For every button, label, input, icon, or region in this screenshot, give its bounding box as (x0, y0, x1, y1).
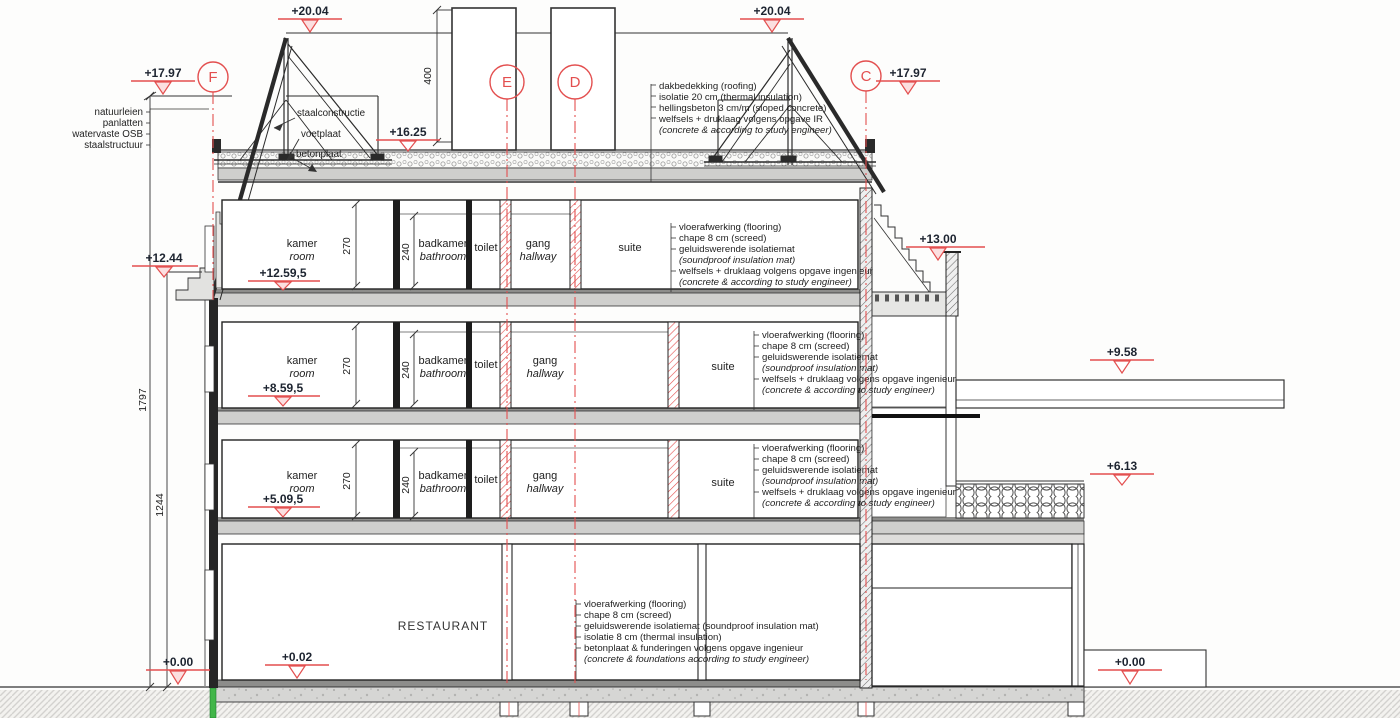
footing (694, 702, 710, 716)
elev-floor1: +5.09,5 (262, 492, 304, 506)
label-gang-2: gang (532, 355, 558, 367)
svg-text:geluidswerende isolatiemat: geluidswerende isolatiemat (762, 352, 878, 363)
svg-text:bathroom: bathroom (419, 251, 467, 263)
svg-text:(soundproof insulation mat): (soundproof insulation mat) (762, 363, 879, 374)
svg-text:dakbedekking (roofing): dakbedekking (roofing) (659, 81, 757, 92)
svg-text:isolatie 20 cm (thermal insula: isolatie 20 cm (thermal insulation) (659, 92, 802, 103)
svg-text:vloerafwerking (flooring): vloerafwerking (flooring) (762, 443, 865, 454)
svg-text:chape 8 cm (screed): chape 8 cm (screed) (584, 610, 672, 621)
elev-roof-deck: +16.25 (389, 125, 427, 139)
svg-text:geluidswerende isolatiemat: geluidswerende isolatiemat (679, 244, 795, 255)
svg-text:vloerafwerking (flooring): vloerafwerking (flooring) (762, 330, 865, 341)
elev-terrace-high: +13.00 (919, 232, 957, 246)
label-staalconstructie: staalconstructie (297, 108, 366, 119)
elev-screen-top-left: +20.04 (291, 4, 329, 18)
elev-canopy: +9.58 (1106, 345, 1138, 359)
svg-text:geluidswerende isolatiemat (so: geluidswerende isolatiemat (soundproof insulation mat) (584, 621, 819, 632)
label-kamer-3: kamer (286, 238, 318, 250)
footing (1068, 702, 1084, 716)
svg-text:(concrete & according to study: (concrete & according to study engineer) (762, 385, 935, 396)
label-kamer-1: kamer (286, 470, 318, 482)
svg-text:270: 270 (341, 237, 353, 255)
label-natuurleien: natuurleien (94, 107, 143, 118)
svg-text:(concrete & foundations accord: (concrete & foundations according to study engineer) (584, 654, 810, 665)
svg-text:chape 8 cm (screed): chape 8 cm (screed) (679, 233, 767, 244)
svg-text:geluidswerende isolatiemat: geluidswerende isolatiemat (762, 465, 878, 476)
label-toilet-1: toilet (474, 474, 498, 486)
svg-text:room: room (289, 368, 315, 380)
label-gang-1: gang (532, 470, 558, 482)
terrace-parapet (946, 252, 958, 316)
svg-text:bathroom: bathroom (419, 483, 467, 495)
svg-text:240: 240 (400, 361, 412, 379)
elev-gable-step: +12.44 (145, 251, 183, 265)
right-facade-strip (946, 316, 956, 486)
svg-text:240: 240 (400, 476, 412, 494)
elev-terrace-low: +6.13 (1106, 459, 1138, 473)
dim-facade-height: 1244 (154, 493, 166, 517)
elev-screen-top-right: +20.04 (753, 4, 791, 18)
svg-text:welfsels + druklaag volgens op: welfsels + druklaag volgens opgave ingenieur (762, 487, 956, 498)
label-suite-3: suite (618, 242, 642, 254)
elev-screen-base-left: +17.97 (144, 66, 182, 80)
label-kamer-2: kamer (286, 355, 318, 367)
label-suite-2: suite (711, 361, 735, 373)
label-suite-1: suite (711, 477, 735, 489)
svg-text:chape 8 cm (screed): chape 8 cm (screed) (762, 454, 850, 465)
elev-ground-left: +0.00 (162, 655, 194, 669)
svg-text:welfsels + druklaag volgens op: welfsels + druklaag volgens opgave IR (659, 114, 823, 125)
svg-text:hallway: hallway (526, 483, 564, 495)
svg-text:(concrete & according to study: (concrete & according to study engineer) (762, 498, 935, 509)
svg-text:vloerafwerking (flooring): vloerafwerking (flooring) (679, 222, 782, 233)
svg-text:240: 240 (400, 243, 412, 261)
svg-text:betonplaat & funderingen volge: betonplaat & funderingen volgens opgave ingenieur (584, 643, 804, 654)
elev-screen-base-right: +17.97 (889, 66, 927, 80)
label-badkamer-3: badkamer (418, 238, 468, 250)
right-terrace-high (872, 205, 961, 316)
stair-right (874, 205, 930, 292)
svg-text:chape 8 cm (screed): chape 8 cm (screed) (762, 341, 850, 352)
svg-text:270: 270 (341, 357, 353, 375)
svg-text:room: room (289, 483, 315, 495)
membrane-strip (210, 688, 216, 718)
grid-bubble-D: D (569, 74, 581, 91)
elev-floor2: +8.59,5 (262, 381, 304, 395)
svg-text:isolatie 8 cm (thermal insulat: isolatie 8 cm (thermal insulation) (584, 632, 722, 643)
label-toilet-3: toilet (474, 242, 498, 254)
svg-text:welfsels + druklaag volgens op: welfsels + druklaag volgens opgave ingenieur (679, 266, 873, 277)
svg-text:bathroom: bathroom (419, 368, 467, 380)
svg-text:(concrete & according to study: (concrete & according to study engineer) (679, 277, 852, 288)
label-panlatten: panlatten (102, 118, 143, 129)
left-material-labels (71, 107, 209, 151)
grid-bubble-E: E (501, 74, 513, 91)
svg-text:(concrete & according to study: (concrete & according to study engineer) (659, 125, 832, 136)
svg-text:270: 270 (341, 472, 353, 490)
grid-bubble-C: C (860, 68, 872, 85)
svg-text:room: room (289, 251, 315, 263)
grid-bubble-F: F (208, 69, 218, 86)
svg-text:(soundproof insulation mat): (soundproof insulation mat) (762, 476, 879, 487)
label-voetplaat: voetplaat (301, 129, 341, 140)
svg-text:hallway: hallway (519, 251, 557, 263)
dim-total-height: 1797 (137, 388, 149, 412)
label-betonplaat: betonplaat (296, 149, 342, 160)
annex (872, 544, 1084, 686)
label-toilet-2: toilet (474, 359, 498, 371)
svg-text:(soundproof insulation mat): (soundproof insulation mat) (679, 255, 796, 266)
label-staalstructuur: staalstructuur (84, 140, 143, 151)
svg-text:welfsels + druklaag volgens op: welfsels + druklaag volgens opgave ingenieur (762, 374, 956, 385)
label-restaurant: RESTAURANT (397, 619, 489, 633)
label-badkamer-1: badkamer (418, 470, 468, 482)
elev-ground-floor: +0.02 (281, 650, 313, 664)
dim-chimney-height: 400 (422, 67, 434, 85)
svg-text:hallway: hallway (526, 368, 564, 380)
svg-text:hellingsbeton 3 cm/m (sloped c: hellingsbeton 3 cm/m (sloped concrete) (659, 103, 827, 114)
elev-floor3: +12.59,5 (259, 266, 307, 280)
svg-text:vloerafwerking (flooring): vloerafwerking (flooring) (584, 599, 687, 610)
chimney-2 (551, 8, 615, 150)
label-badkamer-2: badkamer (418, 355, 468, 367)
terrace-low (956, 481, 1084, 518)
label-gang-3: gang (525, 238, 551, 250)
elev-ground-right: +0.00 (1114, 655, 1146, 669)
label-watervaste-osb: watervaste OSB (72, 129, 143, 140)
